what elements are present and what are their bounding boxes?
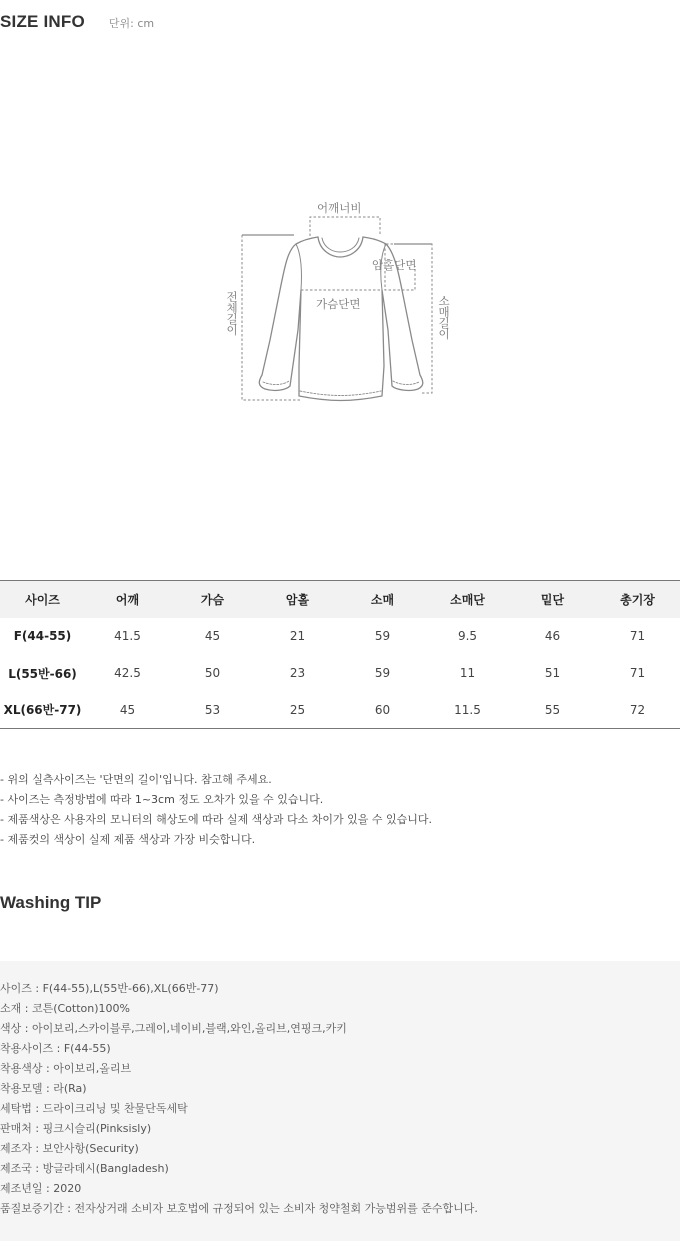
table-cell: 9.5	[457, 629, 478, 643]
col-header: 소매	[340, 581, 425, 618]
note-line: - 제품컷의 색상이 실제 제품 색상과 가장 비슷합니다.	[0, 833, 256, 846]
table-cell: 60	[374, 702, 391, 717]
col-header: 밑단	[510, 581, 595, 618]
col-header: 총기장	[595, 581, 680, 618]
table-cell: 21	[289, 629, 306, 643]
table-cell: 71	[629, 666, 646, 680]
total-length-label: 전체길이	[226, 290, 238, 337]
table-cell: 55	[544, 702, 561, 717]
table-cell: 25	[289, 702, 306, 717]
col-header: 암홀	[255, 581, 340, 618]
col-header: 가슴	[170, 581, 255, 618]
size-info-title: SIZE INFO	[0, 12, 85, 31]
col-header: 소매단	[425, 581, 510, 618]
info-line: 착용모델 : 라(Ra)	[0, 1082, 87, 1095]
table-cell: 51	[544, 666, 561, 680]
table-cell: 42.5	[114, 666, 141, 680]
info-line: 착용색상 : 아이보리,올리브	[0, 1062, 132, 1075]
info-line: 품질보증기간 : 전자상거래 소비자 보호법에 규정되어 있는 소비자 청약철회 가능범위를 준수합니다.	[0, 1202, 478, 1215]
info-line: 제조국 : 방글라데시(Bangladesh)	[0, 1162, 169, 1175]
table-cell: 59	[374, 666, 391, 680]
unit-label: 단위: cm	[108, 17, 155, 30]
info-line: 판매처 : 핑크시슬리(Pinksisly)	[0, 1122, 152, 1135]
note-line: - 제품색상은 사용자의 모니터의 해상도에 따라 실제 색상과 다소 차이가 있을 수 있습니다.	[0, 813, 432, 826]
info-line: 세탁법 : 드라이크리닝 및 찬물단독세탁	[0, 1102, 188, 1115]
table-cell: 50	[204, 666, 221, 680]
table-cell: 11.5	[454, 702, 481, 717]
size-notes	[0, 770, 432, 850]
size-info-header	[0, 12, 154, 32]
table-row	[0, 618, 680, 655]
shoulder-width-label: 어깨너비	[317, 201, 362, 215]
size-cell: F(44-55)	[13, 629, 72, 643]
size-table-header-row	[0, 581, 680, 618]
table-cell: 46	[544, 629, 561, 643]
info-line: 제조년일 : 2020	[0, 1182, 82, 1195]
info-line: 사이즈 : F(44-55),L(55반-66),XL(66반-77)	[0, 982, 219, 995]
table-row	[0, 692, 680, 729]
size-cell: XL(66반-77)	[3, 703, 82, 718]
table-cell: 71	[629, 629, 646, 643]
table-cell: 45	[204, 629, 221, 643]
note-line: - 위의 실측사이즈는 '단면의 길이'입니다. 참고해 주세요.	[0, 773, 272, 786]
table-cell: 72	[629, 702, 646, 717]
info-line: 소재 : 코튼(Cotton)100%	[0, 1002, 130, 1015]
garment-measure-diagram	[0, 190, 680, 420]
sleeve-length-label: 소매길이	[438, 294, 450, 341]
table-cell: 45	[119, 702, 136, 717]
chest-label: 가슴단면	[316, 297, 361, 311]
table-cell: 53	[204, 702, 221, 717]
table-cell: 41.5	[114, 629, 141, 643]
size-cell: L(55반-66)	[8, 666, 77, 681]
armhole-label: 암홀단면	[372, 258, 417, 272]
collar-outer	[318, 237, 363, 257]
col-header: 어깨	[85, 581, 170, 618]
table-cell: 11	[459, 666, 476, 680]
table-cell: 23	[289, 666, 306, 680]
shoulder-width-guide	[310, 217, 380, 236]
col-header: 사이즈	[0, 581, 85, 618]
note-line: - 사이즈는 측정방법에 따라 1~3cm 정도 오차가 있을 수 있습니다.	[0, 793, 324, 806]
product-info-box	[0, 961, 680, 1241]
info-line: 색상 : 아이보리,스카이블루,그레이,네이비,블랙,와인,올리브,연핑크,카키	[0, 1022, 347, 1035]
collar-inner	[322, 238, 359, 252]
table-row	[0, 655, 680, 692]
size-table	[0, 580, 680, 729]
info-line: 착용사이즈 : F(44-55)	[0, 1042, 111, 1055]
washing-tip-title: Washing TIP	[0, 893, 102, 912]
table-cell: 59	[374, 629, 391, 643]
info-line: 제조자 : 보안사항(Security)	[0, 1142, 139, 1155]
